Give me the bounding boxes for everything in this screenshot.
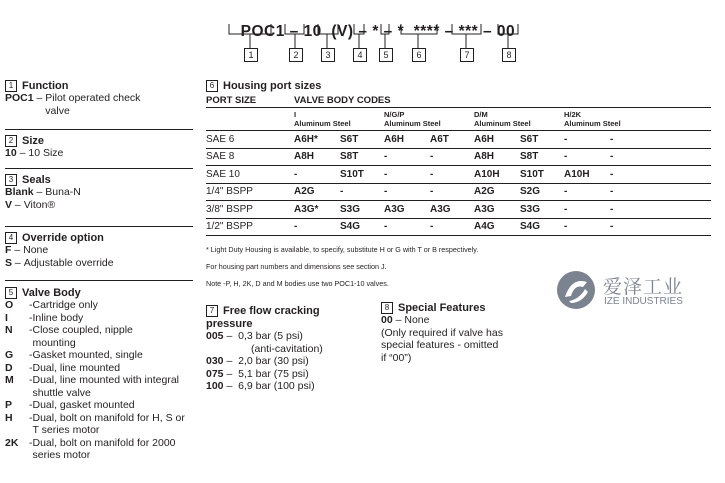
code-box-8: 8 [502, 48, 516, 62]
free-flow-title: pressure [206, 318, 253, 330]
divider [5, 129, 193, 130]
function-title: Function [22, 80, 69, 92]
ize-logo [556, 270, 716, 320]
override-section: 4 Override option F – None S – Adjustable override [5, 232, 114, 269]
port-size-cell: SAE 6 [206, 133, 235, 145]
housing-code-cell: S3G [520, 203, 541, 215]
housing-code-cell: - [564, 221, 568, 233]
housing-code-cell: A6H* [294, 133, 318, 145]
group-label: I [294, 110, 297, 119]
special-note: if “00”) [381, 351, 412, 364]
housing-row [206, 148, 711, 166]
function-num: 1 [5, 80, 17, 92]
free-flow-title: Free flow cracking [223, 305, 320, 317]
housing-code-cell: - [610, 133, 614, 145]
housing-note: * Light Duty Housing is available, to specify, substitute H or G with T or B respectively. [206, 245, 479, 254]
valve-body-item: G - Gasket mounted, single [5, 349, 143, 361]
housing-code-cell: A6T [430, 133, 449, 145]
housing-note: Note -P, H, 2K, D and M bodies use two POC1-10 valves. [206, 279, 389, 288]
valve-body-item: 2K - Dual, bolt on manifold for 2000 series motor [5, 436, 176, 461]
housing-code-cell: S6T [340, 133, 359, 145]
housing-code-cell: - [384, 168, 388, 180]
seals-section: 3 Seals Blank – Buna-N V – Viton® [5, 174, 81, 211]
housing-code-cell: A6H [384, 133, 405, 145]
material-label: Aluminum [564, 119, 601, 128]
housing-table [206, 94, 711, 236]
valve-body-item: D - Dual, line mounted [5, 361, 121, 374]
housing-code-cell: A2G [474, 186, 495, 198]
housing-code-cell: S4G [340, 221, 361, 233]
housing-code-cell: - [430, 186, 434, 198]
code-box-3: 3 [321, 48, 335, 62]
code-box-4: 4 [353, 48, 367, 62]
group-label: H/2K [564, 110, 582, 119]
material-label: Steel [512, 119, 531, 128]
housing-code-cell: S4G [520, 221, 541, 233]
port-size-cell: SAE 10 [206, 168, 240, 180]
divider [5, 168, 193, 169]
housing-code-cell: A8H [474, 151, 495, 163]
group-label: D/M [474, 110, 488, 119]
free-flow-section [206, 305, 371, 393]
port-size-cell: 1/4" BSPP [206, 186, 253, 198]
housing-code-cell: - [610, 168, 614, 180]
housing-code-cell: A3G [384, 203, 405, 215]
size-title: Size [22, 135, 45, 147]
logo-en-text: IZE INDUSTRIES [604, 296, 683, 307]
housing-title: Housing port sizes [223, 80, 322, 92]
special-note: special features - omitted [381, 339, 499, 351]
housing-num: 6 [206, 80, 218, 92]
valve-body-item: H - Dual, bolt on manifold for H, S or T series motor [5, 411, 185, 436]
housing-row [206, 166, 711, 184]
seals-num: 3 [5, 174, 17, 186]
housing-code-cell: A3G [474, 203, 495, 215]
seals-code: V [5, 198, 13, 211]
special-section [381, 302, 541, 364]
override-code: S [5, 256, 13, 269]
code-box-6: 6 [412, 48, 426, 62]
housing-code-cell: - [564, 186, 568, 198]
housing-code-cell: - [384, 151, 388, 163]
housing-code-cell: - [564, 133, 568, 145]
housing-code-cell: - [430, 168, 434, 180]
housing-code-cell: - [564, 151, 568, 163]
housing-code-cell: A3G* [294, 203, 319, 215]
housing-code-cell: A8H [294, 151, 315, 163]
housing-code-cell: S2G [520, 186, 541, 198]
override-desc: Adjustable override [23, 256, 114, 269]
model-code-text: POC1 – 10 (V) – * – * **** – *** – 00 [240, 23, 516, 40]
divider [5, 280, 193, 281]
housing-note: For housing part numbers and dimensions see section J. [206, 262, 387, 271]
housing-row [206, 131, 711, 149]
special-note: (Only required if valve has [381, 326, 503, 339]
free-flow-item: 030 – 2,0 bar (30 psi) [206, 355, 309, 367]
port-size-header: PORT SIZE [206, 95, 257, 106]
material-label: Aluminum [474, 119, 511, 128]
override-code: F [5, 244, 12, 256]
valve-body-section [5, 287, 193, 462]
housing-code-cell: S10T [340, 168, 364, 180]
valve-body-item: M - Dual, line mounted with integral shuttle valve [5, 374, 179, 399]
housing-code-cell: - [340, 186, 344, 198]
special-item: 00 – None [381, 314, 430, 326]
housing-code-cell: - [430, 221, 434, 233]
override-num: 4 [5, 232, 17, 244]
housing-code-cell: - [384, 221, 388, 233]
valve-body-item: O - Cartridge only [5, 299, 98, 311]
free-flow-item-note: (anti-cavitation) [251, 342, 323, 355]
housing-code-cell: - [430, 151, 434, 163]
housing-code-cell: S8T [340, 151, 359, 163]
housing-code-cell: A10H [564, 168, 590, 180]
logo-cn-text: 爱泽工业 [603, 277, 684, 298]
housing-code-cell: A3G [430, 203, 451, 215]
ize-logo-mark-icon [556, 270, 596, 310]
material-label: Steel [332, 119, 351, 128]
seals-desc: Viton® [23, 198, 56, 211]
material-label: Aluminum [294, 119, 331, 128]
free-flow-item: 005 – 0,3 bar (5 psi) [206, 330, 303, 342]
size-desc: 10 Size [28, 147, 64, 159]
housing-section [206, 80, 711, 236]
port-size-cell: SAE 8 [206, 151, 235, 163]
housing-code-cell: - [610, 203, 614, 215]
housing-code-cell: S3G [340, 203, 361, 215]
housing-code-cell: S6T [520, 133, 539, 145]
valve-body-item: I - Inline body [5, 311, 84, 324]
housing-code-cell: A6H [474, 133, 495, 145]
valve-body-item: N - Close coupled, nipple mounting [5, 324, 133, 349]
housing-code-cell: S8T [520, 151, 539, 163]
housing-code-cell: - [294, 221, 298, 233]
override-desc: None [23, 244, 49, 256]
special-title: Special Features [398, 302, 486, 314]
housing-code-cell: - [384, 186, 388, 198]
group-label: N/G/P [384, 110, 405, 119]
port-size-cell: 3/8" BSPP [206, 203, 253, 215]
seals-desc: Buna-N [45, 186, 81, 198]
housing-code-cell: A10H [474, 168, 500, 180]
housing-code-cell: - [610, 186, 614, 198]
housing-rows [206, 131, 711, 236]
size-num: 2 [5, 135, 17, 147]
housing-row [206, 201, 711, 219]
material-label: Aluminum [384, 119, 421, 128]
housing-row [206, 218, 711, 236]
material-label: Steel [602, 119, 621, 128]
divider [5, 226, 193, 227]
free-flow-num: 7 [206, 305, 218, 317]
housing-code-cell: - [610, 221, 614, 233]
code-box-7: 7 [460, 48, 474, 62]
free-flow-item: 100 – 6,9 bar (100 psi) [206, 380, 315, 392]
codes-header: VALVE BODY CODES [294, 95, 391, 106]
seals-code: Blank [5, 186, 34, 198]
special-num: 8 [381, 302, 393, 314]
code-box-5: 5 [379, 48, 393, 62]
size-code: 10 [5, 147, 17, 159]
port-size-cell: 1/2" BSPP [206, 221, 253, 233]
housing-code-cell: A4G [474, 221, 495, 233]
housing-code-cell: - [294, 168, 298, 180]
housing-code-cell: S10T [520, 168, 544, 180]
function-code: POC1 [5, 92, 34, 104]
valve-body-item: P - Dual, gasket mounted [5, 399, 135, 411]
housing-code-cell: - [564, 203, 568, 215]
valve-body-title: Valve Body [22, 287, 81, 299]
housing-code-cell: A2G [294, 186, 315, 198]
housing-code-cell: - [610, 151, 614, 163]
size-section: 2 Size 10 – 10 Size [5, 135, 64, 159]
seals-title: Seals [22, 174, 51, 186]
housing-row [206, 183, 711, 201]
material-label: Steel [422, 119, 441, 128]
free-flow-item: 075 – 5,1 bar (75 psi) [206, 367, 309, 380]
function-section: 1 Function POC1 – Pilot operated check valve [5, 80, 193, 117]
function-desc: Pilot operated check valve [45, 92, 141, 117]
override-title: Override option [22, 232, 104, 244]
code-box-2: 2 [289, 48, 303, 62]
code-box-1: 1 [244, 48, 258, 62]
valve-body-num: 5 [5, 287, 17, 299]
